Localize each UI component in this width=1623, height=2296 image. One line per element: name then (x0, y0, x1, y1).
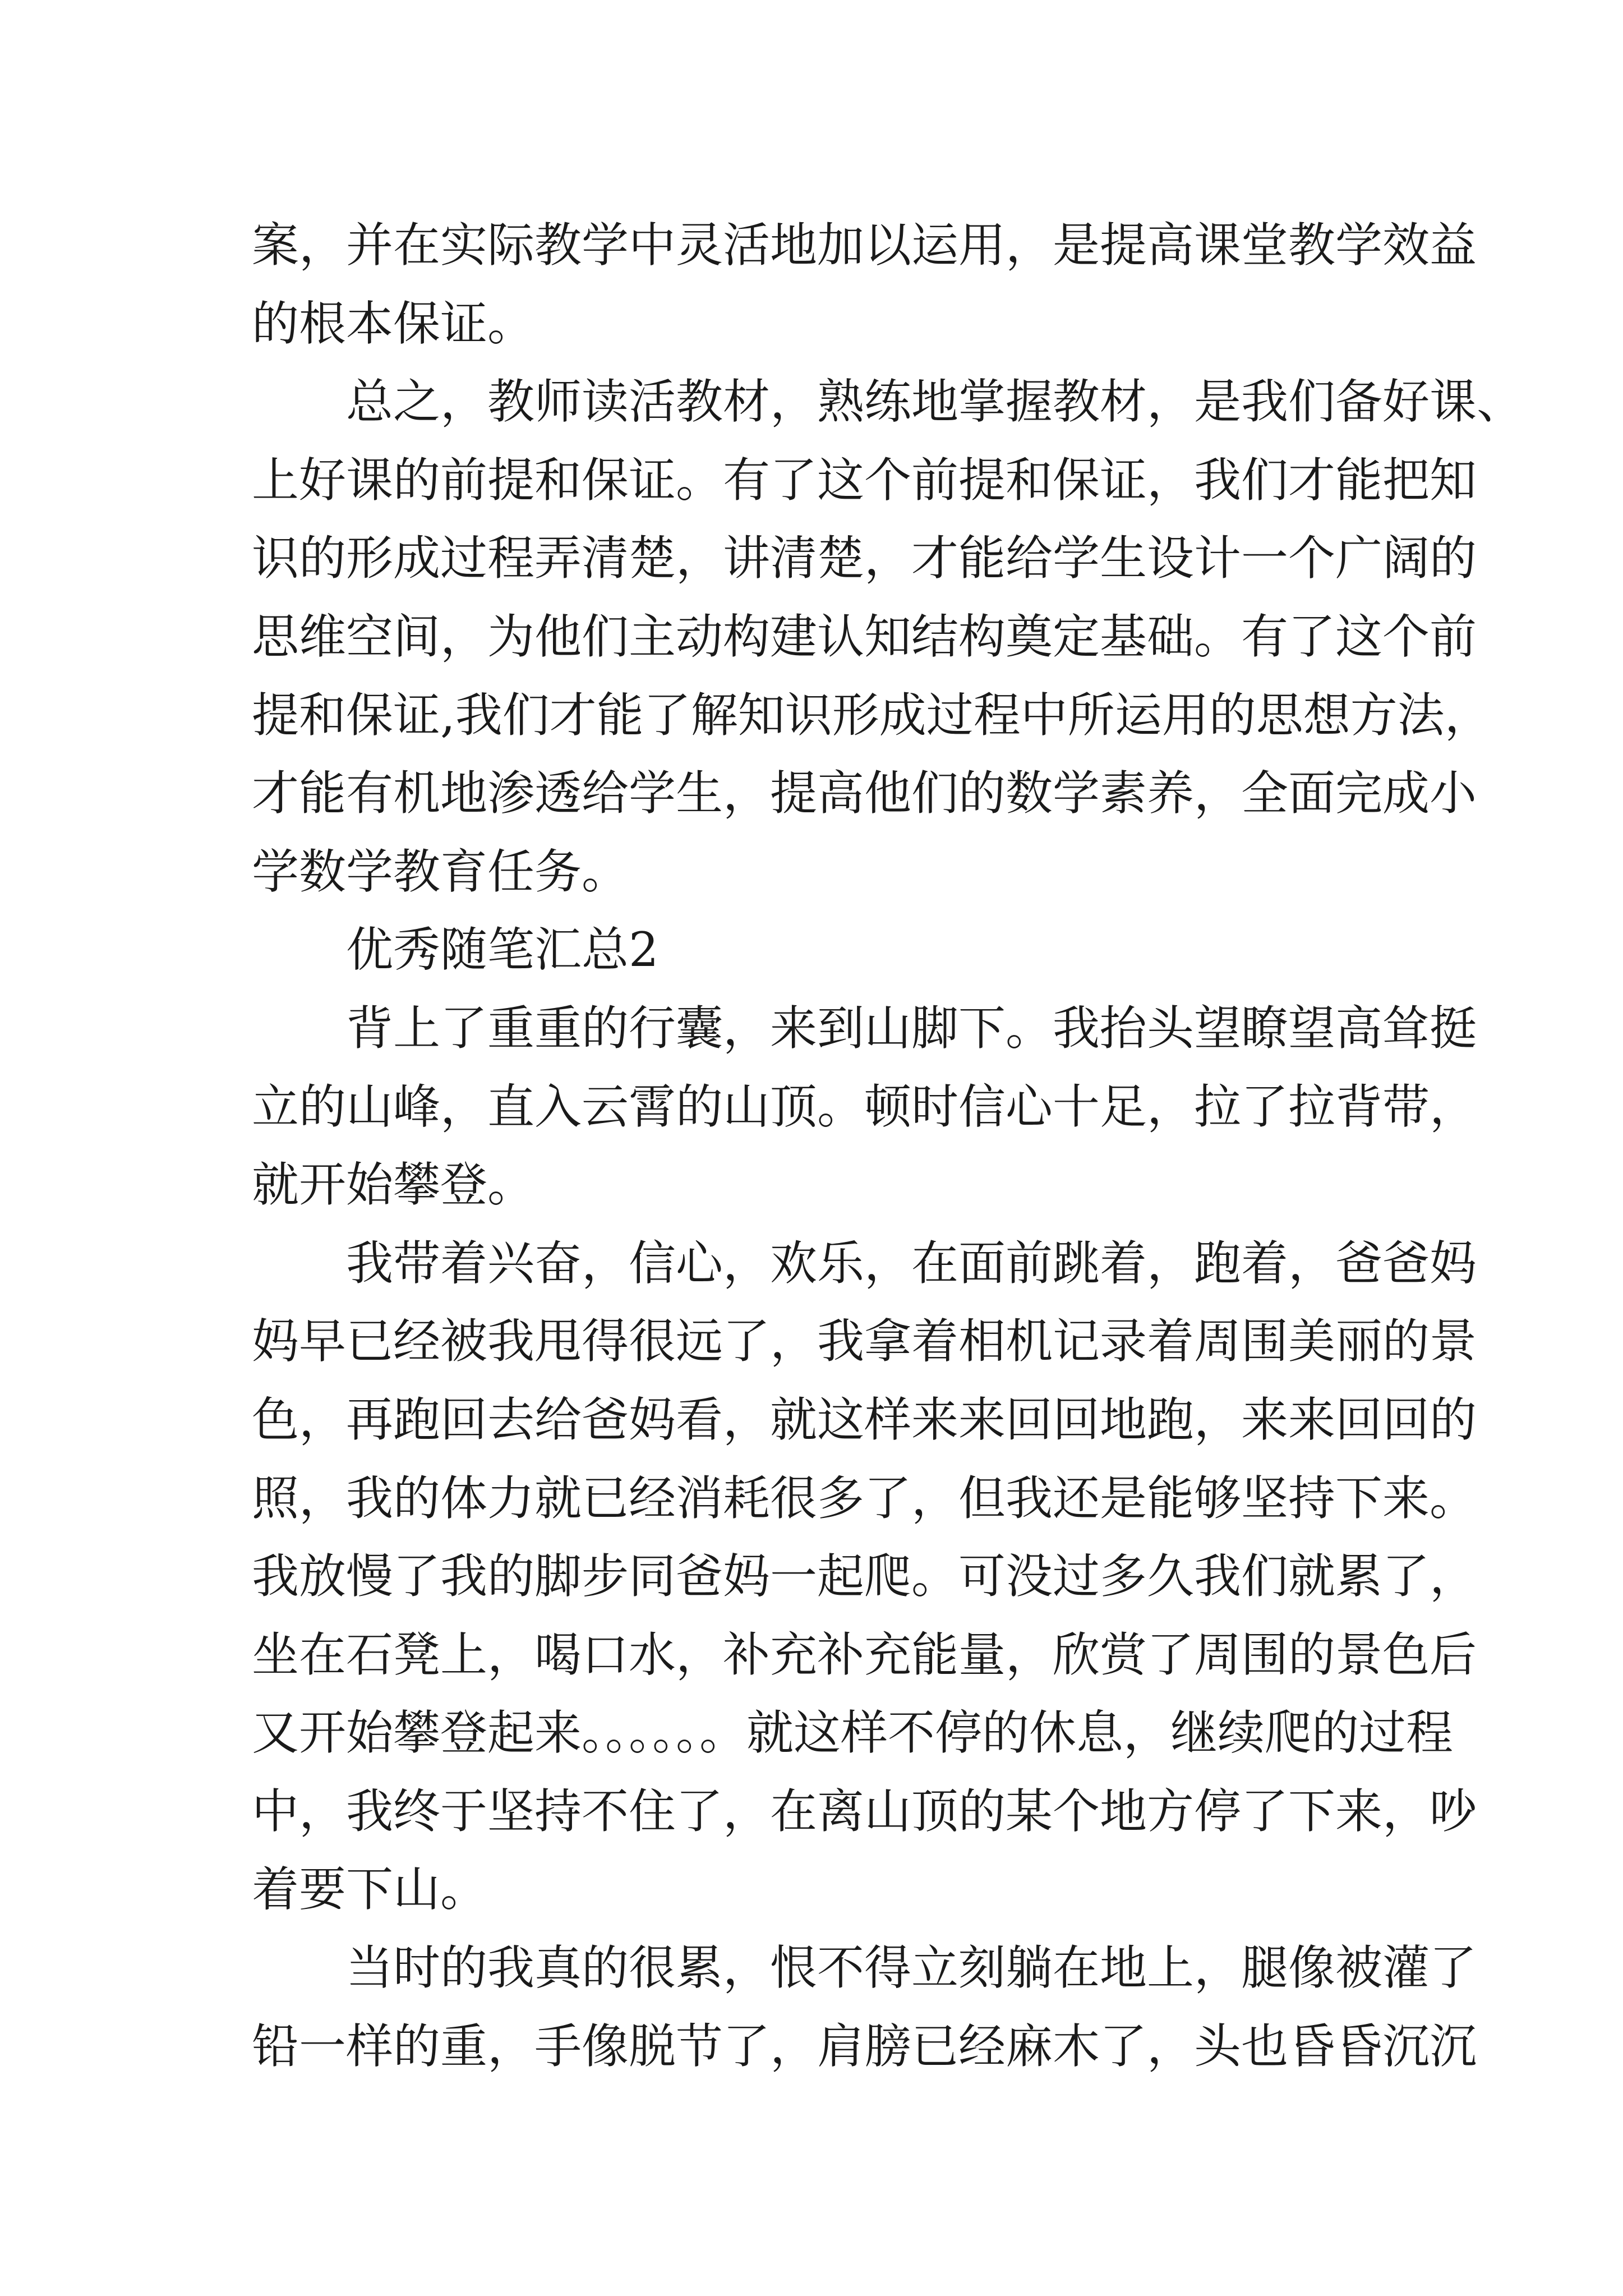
text-line: 的根本保证。 (252, 296, 535, 351)
text-line: 又开始攀登起来。。。。。。就这样不停的休息，继续爬的过程 (252, 1705, 1454, 1761)
text-line: 坐在石凳上，喝口水，补充补充能量，欣赏了周围的景色后 (252, 1627, 1477, 1682)
text-line: 才能有机地渗透给学生，提高他们的数学素养，全面完成小 (252, 766, 1477, 821)
text-line: 提和保证,我们才能了解知识形成过程中所运用的思想方法， (252, 687, 1492, 743)
body-text (252, 206, 1524, 2086)
text-line: 当时的我真的很累，恨不得立刻躺在地上，腿像被灌了 (346, 1940, 1477, 1996)
text-line: 妈早已经被我甩得很远了，我拿着相机记录着周围美丽的景 (252, 1314, 1477, 1369)
text-line: 我放慢了我的脚步同爸妈一起爬。可没过多久我们就累了， (252, 1549, 1477, 1604)
text-line: 立的山峰，直入云霄的山顶。顿时信心十足，拉了拉背带， (252, 1079, 1477, 1134)
text-line: 识的形成过程弄清楚，讲清楚，才能给学生设计一个广阔的 (252, 531, 1477, 586)
text-line: 思维空间，为他们主动构建认知结构奠定基础。有了这个前 (252, 609, 1477, 664)
text-line: 案，并在实际教学中灵活地加以运用，是提高课堂教学效益 (252, 218, 1477, 273)
text-line: 照，我的体力就已经消耗很多了，但我还是能够坚持下来。 (252, 1470, 1477, 1526)
section-heading: 优秀随笔汇总2 (346, 922, 659, 978)
text-line: 背上了重重的行囊，来到山脚下。我抬头望瞭望高耸挺 (346, 1000, 1477, 1056)
text-line: 就开始攀登。 (252, 1157, 535, 1213)
text-line: 中，我终于坚持不住了，在离山顶的某个地方停了下来，吵 (252, 1783, 1477, 1839)
text-line: 总之，教师读活教材，熟练地掌握教材，是我们备好课、 (346, 374, 1524, 430)
text-line: 铅一样的重，手像脱节了，肩膀已经麻木了，头也昏昏沉沉 (252, 2018, 1477, 2074)
text-line: 我带着兴奋，信心，欢乐，在面前跳着，跑着，爸爸妈 (346, 1235, 1477, 1291)
text-line: 学数学教育任务。 (252, 844, 629, 899)
text-line: 着要下山。 (252, 1862, 488, 1917)
text-line: 上好课的前提和保证。有了这个前提和保证，我们才能把知 (252, 452, 1477, 508)
text-line: 色，再跑回去给爸妈看，就这样来来回回地跑，来来回回的 (252, 1392, 1477, 1447)
